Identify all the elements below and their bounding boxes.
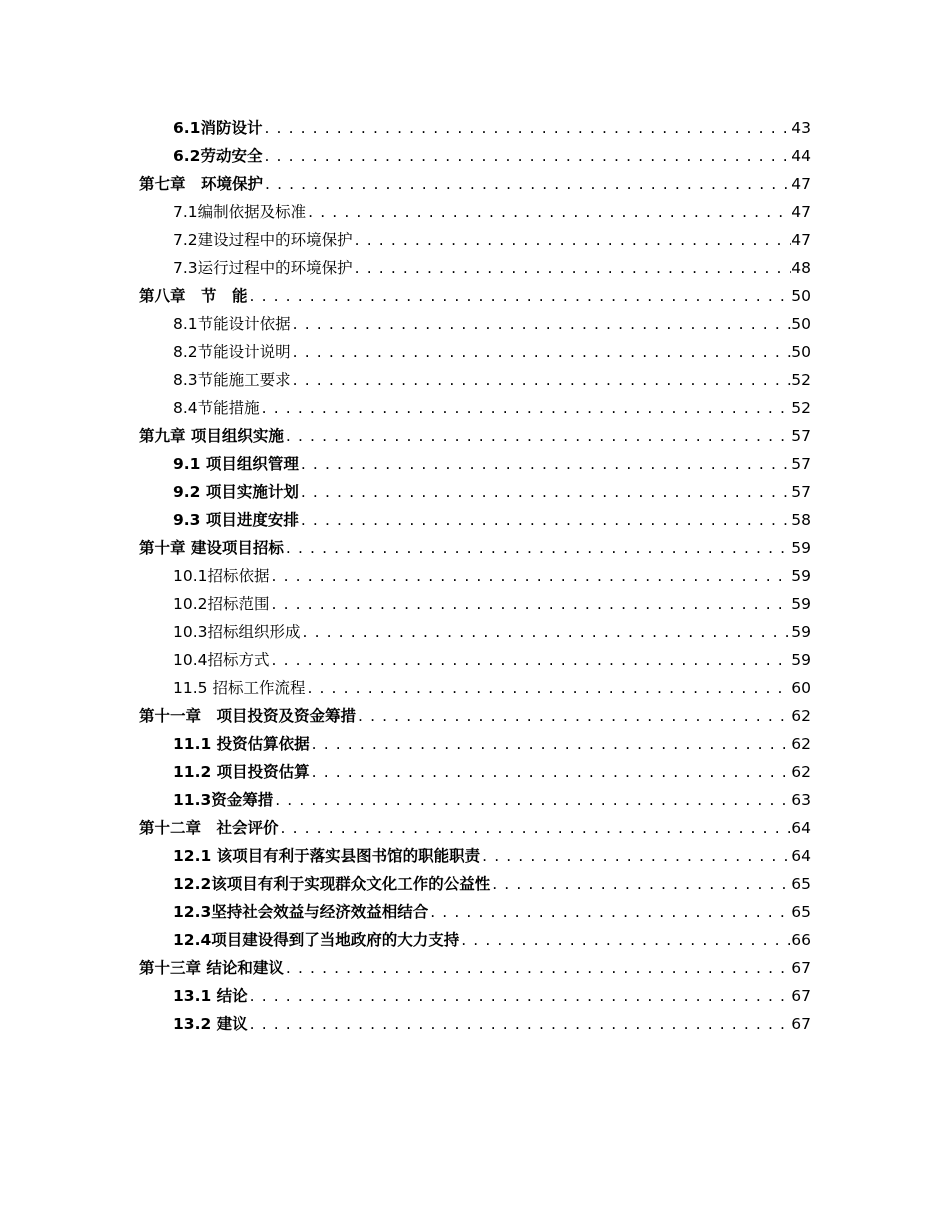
toc-entry-page-number: 44 [791, 147, 811, 165]
toc-entry-page-number: 62 [791, 707, 811, 725]
dot-leader [490, 870, 791, 898]
toc-entry-page-number: 67 [791, 1015, 811, 1033]
toc-entry-page-number: 62 [791, 763, 811, 781]
toc-entry-page-number: 43 [791, 119, 811, 137]
toc-entry-page-number: 50 [791, 343, 811, 361]
toc-entry-title: 第十章 建设项目招标 [139, 539, 284, 557]
toc-entry-page-number: 47 [791, 231, 811, 249]
toc-entry-page-number: 64 [791, 847, 811, 865]
toc-entry-page-number: 62 [791, 735, 811, 753]
toc-entry-page-number: 57 [791, 483, 811, 501]
dot-leader [356, 702, 791, 730]
toc-entry-title: 13.1 结论 [173, 987, 248, 1005]
toc-entry-title: 第十一章 项目投资及资金筹措 [139, 707, 357, 725]
toc-entry[interactable] [139, 870, 811, 898]
toc-entry-page-number: 65 [791, 875, 811, 893]
toc-entry[interactable] [139, 814, 811, 842]
toc-entry[interactable] [139, 590, 811, 618]
toc-entry-page-number: 50 [791, 315, 811, 333]
toc-entry-title: 第七章 环境保护 [139, 175, 264, 193]
toc-entry-page-number: 48 [791, 259, 811, 277]
toc-entry[interactable] [139, 310, 811, 338]
toc-entry-title: 6.1消防设计 [173, 119, 263, 137]
toc-entry[interactable] [139, 926, 811, 954]
toc-entry-page-number: 57 [791, 455, 811, 473]
toc-entry-title: 8.4节能措施 [173, 399, 260, 417]
dot-leader [459, 926, 791, 954]
toc-entry[interactable] [139, 226, 811, 254]
toc-entry[interactable] [139, 338, 811, 366]
dot-leader [284, 954, 791, 982]
dot-leader [299, 506, 791, 534]
dot-leader [353, 254, 792, 282]
toc-entry[interactable] [139, 534, 811, 562]
toc-entry[interactable] [139, 422, 811, 450]
toc-entry-page-number: 47 [791, 203, 811, 221]
toc-entry-title: 7.1编制依据及标准 [173, 203, 307, 221]
toc-entry-page-number: 60 [791, 679, 811, 697]
toc-entry-page-number: 50 [791, 287, 811, 305]
toc-entry[interactable] [139, 562, 811, 590]
toc-entry-title: 6.2劳动安全 [173, 147, 263, 165]
toc-entry-title: 10.2招标范围 [173, 595, 270, 613]
dot-leader [248, 982, 792, 1010]
toc-entry[interactable] [139, 254, 811, 282]
toc-entry[interactable] [139, 730, 811, 758]
toc-entry-title: 11.5 招标工作流程 [173, 679, 306, 697]
dot-leader [310, 730, 792, 758]
dot-leader [299, 478, 791, 506]
toc-entry-page-number: 59 [791, 539, 811, 557]
toc-entry-title: 9.2 项目实施计划 [173, 483, 299, 501]
toc-entry-title: 第十三章 结论和建议 [139, 959, 284, 977]
dot-leader [262, 114, 791, 142]
toc-entry[interactable] [139, 506, 811, 534]
toc-entry-title: 11.3资金筹措 [173, 791, 274, 809]
toc-entry[interactable] [139, 394, 811, 422]
dot-leader [248, 1010, 792, 1038]
toc-entry-title: 10.1招标依据 [173, 567, 270, 585]
dot-leader [428, 898, 791, 926]
toc-entry-page-number: 57 [791, 427, 811, 445]
toc-entry-title: 8.1节能设计依据 [173, 315, 291, 333]
dot-leader [273, 786, 791, 814]
toc-entry-page-number: 65 [791, 903, 811, 921]
dot-leader [291, 338, 792, 366]
toc-entry-page-number: 59 [791, 623, 811, 641]
dot-leader [260, 394, 792, 422]
toc-entry-title: 7.3运行过程中的环境保护 [173, 259, 353, 277]
table-of-contents [139, 114, 811, 1038]
toc-entry[interactable] [139, 786, 811, 814]
toc-entry-page-number: 52 [791, 371, 811, 389]
dot-leader [305, 674, 791, 702]
dot-leader [262, 142, 791, 170]
toc-entry[interactable] [139, 170, 811, 198]
dot-leader [291, 366, 792, 394]
toc-entry-title: 第八章 节 能 [139, 287, 248, 305]
toc-entry[interactable] [139, 702, 811, 730]
toc-entry-title: 12.4项目建设得到了当地政府的大力支持 [173, 931, 460, 949]
toc-entry[interactable] [139, 114, 811, 142]
dot-leader [284, 422, 791, 450]
dot-leader [270, 646, 792, 674]
toc-entry-page-number: 58 [791, 511, 811, 529]
dot-leader [480, 842, 791, 870]
toc-entry[interactable] [139, 450, 811, 478]
toc-entry-page-number: 66 [791, 931, 811, 949]
dot-leader [263, 170, 791, 198]
toc-entry[interactable] [139, 366, 811, 394]
dot-leader [248, 282, 792, 310]
toc-entry-page-number: 59 [791, 567, 811, 585]
toc-entry-page-number: 64 [791, 819, 811, 837]
toc-entry-title: 10.3招标组织形成 [173, 623, 301, 641]
dot-leader [353, 226, 792, 254]
toc-entry[interactable] [139, 842, 811, 870]
dot-leader [279, 814, 792, 842]
toc-entry-title: 9.3 项目进度安排 [173, 511, 299, 529]
dot-leader [291, 310, 792, 338]
toc-entry[interactable] [139, 142, 811, 170]
toc-entry-page-number: 59 [791, 651, 811, 669]
toc-entry[interactable] [139, 198, 811, 226]
toc-entry-page-number: 47 [791, 175, 811, 193]
toc-entry[interactable] [139, 758, 811, 786]
toc-entry[interactable] [139, 982, 811, 1010]
toc-entry-title: 11.1 投资估算依据 [173, 735, 310, 753]
toc-entry-title: 12.1 该项目有利于落实县图书馆的职能职责 [173, 847, 481, 865]
toc-entry-page-number: 67 [791, 987, 811, 1005]
toc-entry-title: 12.2该项目有利于实现群众文化工作的公益性 [173, 875, 491, 893]
toc-entry-title: 8.2节能设计说明 [173, 343, 291, 361]
dot-leader [299, 450, 791, 478]
toc-entry[interactable] [139, 954, 811, 982]
dot-leader [270, 590, 792, 618]
toc-entry-page-number: 59 [791, 595, 811, 613]
toc-entry-title: 第十二章 社会评价 [139, 819, 279, 837]
toc-entry-title: 12.3坚持社会效益与经济效益相结合 [173, 903, 429, 921]
toc-entry-page-number: 63 [791, 791, 811, 809]
dot-leader [284, 534, 791, 562]
dot-leader [301, 618, 792, 646]
toc-entry[interactable] [139, 674, 811, 702]
toc-entry-title: 11.2 项目投资估算 [173, 763, 310, 781]
toc-entry-title: 8.3节能施工要求 [173, 371, 291, 389]
toc-entry-title: 13.2 建议 [173, 1015, 248, 1033]
toc-entry[interactable] [139, 478, 811, 506]
toc-entry-title: 第九章 项目组织实施 [139, 427, 284, 445]
dot-leader [306, 198, 791, 226]
toc-entry[interactable] [139, 898, 811, 926]
toc-entry-title: 10.4招标方式 [173, 651, 270, 669]
toc-entry-title: 7.2建设过程中的环境保护 [173, 231, 353, 249]
toc-entry[interactable] [139, 1010, 811, 1038]
toc-entry[interactable] [139, 646, 811, 674]
toc-entry-title: 9.1 项目组织管理 [173, 455, 299, 473]
toc-entry[interactable] [139, 618, 811, 646]
toc-entry-page-number: 52 [791, 399, 811, 417]
dot-leader [270, 562, 792, 590]
dot-leader [310, 758, 792, 786]
toc-entry-page-number: 67 [791, 959, 811, 977]
toc-entry[interactable] [139, 282, 811, 310]
